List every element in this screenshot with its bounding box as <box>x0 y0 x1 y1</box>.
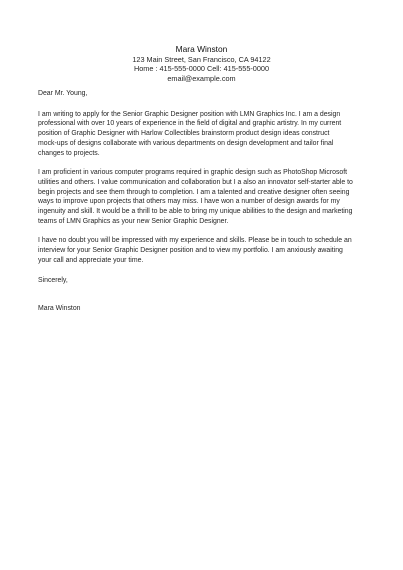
complimentary-close: Sincerely, <box>38 276 68 284</box>
paragraph-line: your call and appreciate your time. <box>38 256 144 264</box>
sender-address: 123 Main Street, San Francisco, CA 94122 <box>132 55 271 64</box>
paragraph-line: utilities and others. I value communication and collaboration but I a also an innovator self-starter able to <box>38 178 353 186</box>
paragraph-line: I am writing to apply for the Senior Graphic Designer position with LMN Graphics Inc. I am a design <box>38 110 341 118</box>
paragraph-introduction <box>38 110 368 159</box>
signature-name: Mara Winston <box>38 305 81 313</box>
paragraph-line: ingenuity and skill. It would be a thrill to be able to bring my unique abilities to the design and marketing <box>38 208 353 216</box>
paragraph-line: teams of LMN Graphics as your new Senior Graphic Designer. <box>38 217 229 225</box>
sender-name: Mara Winston <box>175 44 228 54</box>
paragraph-line: I am proficient in various computer programs required in graphic design such as PhotoShop Microsoft <box>38 169 348 177</box>
paragraph-line: changes to projects. <box>38 149 100 157</box>
paragraph-line: interview for your Senior Graphic Designer position and to view my portfolio. I am anxiously awaiting <box>38 247 343 255</box>
sender-email: email@example.com <box>167 73 236 83</box>
paragraph-line: mock-ups of designs collaborate with various departments on design development and tailor final <box>38 139 334 147</box>
paragraph-line: professional with over 10 years of experience in the field of digital and graphic artistry. In my current <box>38 120 342 128</box>
paragraph-closing-request <box>38 236 368 265</box>
salutation: Dear Mr. Young, <box>38 90 88 97</box>
paragraph-line: I have no doubt you will be impressed with my experience and skills. Please be in touch to schedule an <box>38 237 352 245</box>
letterhead <box>0 44 403 83</box>
paragraph-skills <box>38 168 368 226</box>
paragraph-line: begin projects and see them through to completion. I am a talented and creative designer often seeing <box>38 188 350 196</box>
sender-phones: Home : 415-555-0000 Cell: 415-555-0000 <box>133 64 270 74</box>
paragraph-line: position of Graphic Designer with Harlow Collectibles brainstorm product design ideas construct <box>38 130 330 138</box>
letter-body <box>38 89 368 314</box>
paragraph-line: ways to improve upon projects that others may miss. I have won a number of design awards for my <box>38 198 340 206</box>
